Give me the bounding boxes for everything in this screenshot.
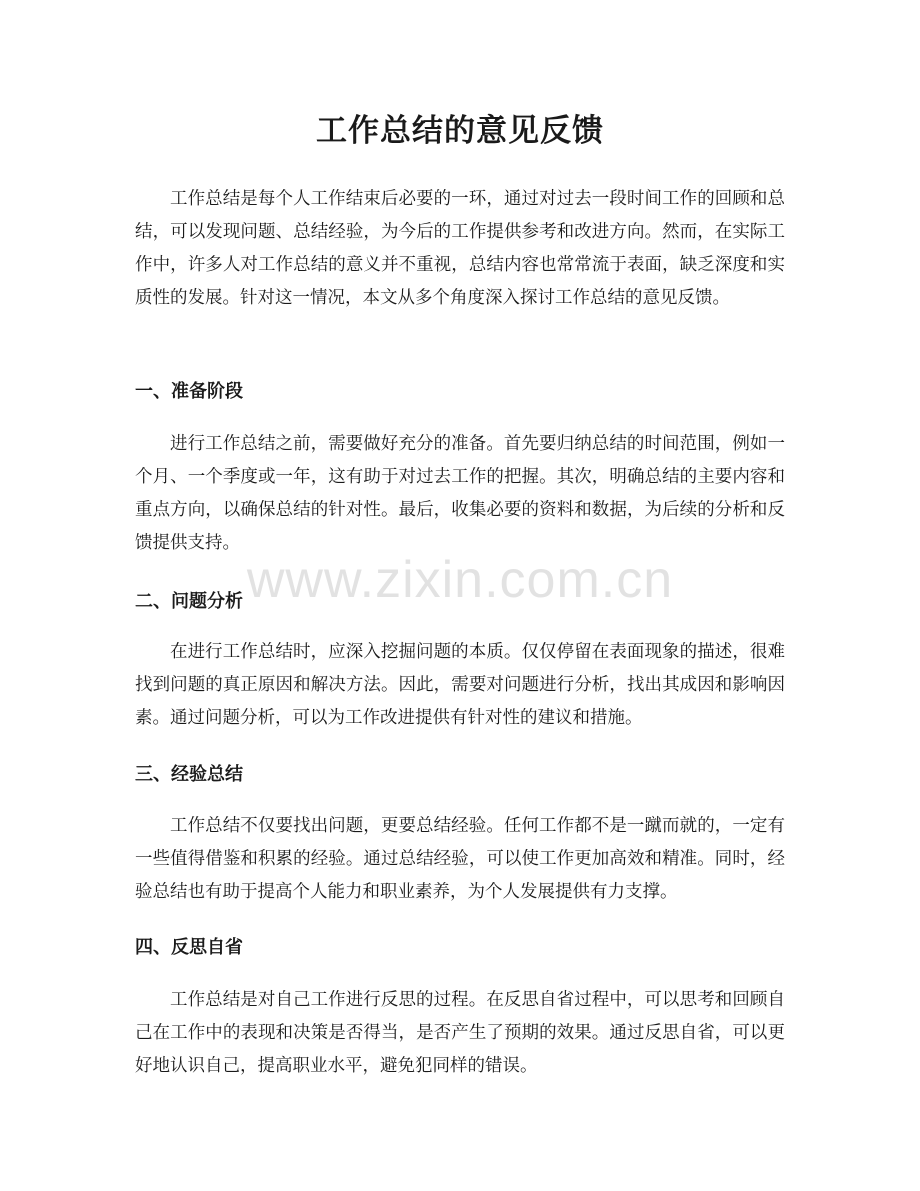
section-heading-experience-summary: 三、经验总结 [135,764,243,785]
section-body-self-reflection: 工作总结是对自己工作进行反思的过程。在反思自省过程中，可以思考和回顾自己在工作中的表现和决策是否得当，是否产生了预期的效果。通过反思自省，可以更好地认识自己，提高职业水平，避免犯同样的错误。 [135,990,785,1076]
section-body-experience-summary: 工作总结不仅要找出问题，更要总结经验。任何工作都不是一蹴而就的，一定有一些值得借鉴和积累的经验。通过总结经验，可以使工作更加高效和精准。同时，经验总结也有助于提高个人能力和职业素养，为个人发展提供有力支撑。 [135,816,785,902]
watermark-text: www.zixin.com.cn [246,551,674,609]
section-heading-self-reflection: 四、反思自省 [135,937,243,958]
intro-paragraph: 工作总结是每个人工作结束后必要的一环，通过对过去一段时间工作的回顾和总结，可以发现问题、总结经验，为今后的工作提供参考和改进方向。然而，在实际工作中，许多人对工作总结的意义并不重视，总结内容也常常流于表面，缺乏深度和实质性的发展。针对这一情况，本文从多个角度深入探讨工作总结的意见反馈。 [135,189,785,308]
section-heading-problem-analysis: 二、问题分析 [135,591,243,612]
section-body-preparation: 进行工作总结之前，需要做好充分的准备。首先要归纳总结的时间范围，例如一个月、一个季度或一年，这有助于对过去工作的把握。其次，明确总结的主要内容和重点方向，以确保总结的针对性。最后，收集必要的资料和数据，为后续的分析和反馈提供支持。 [135,434,785,553]
document-title: 工作总结的意见反馈 [316,113,604,149]
section-heading-preparation: 一、准备阶段 [135,381,243,402]
section-body-problem-analysis: 在进行工作总结时，应深入挖掘问题的本质。仅仅停留在表面现象的描述，很难找到问题的真正原因和解决方法。因此，需要对问题进行分析，找出其成因和影响因素。通过问题分析，可以为工作改进提供有针对性的建议和措施。 [135,642,785,728]
